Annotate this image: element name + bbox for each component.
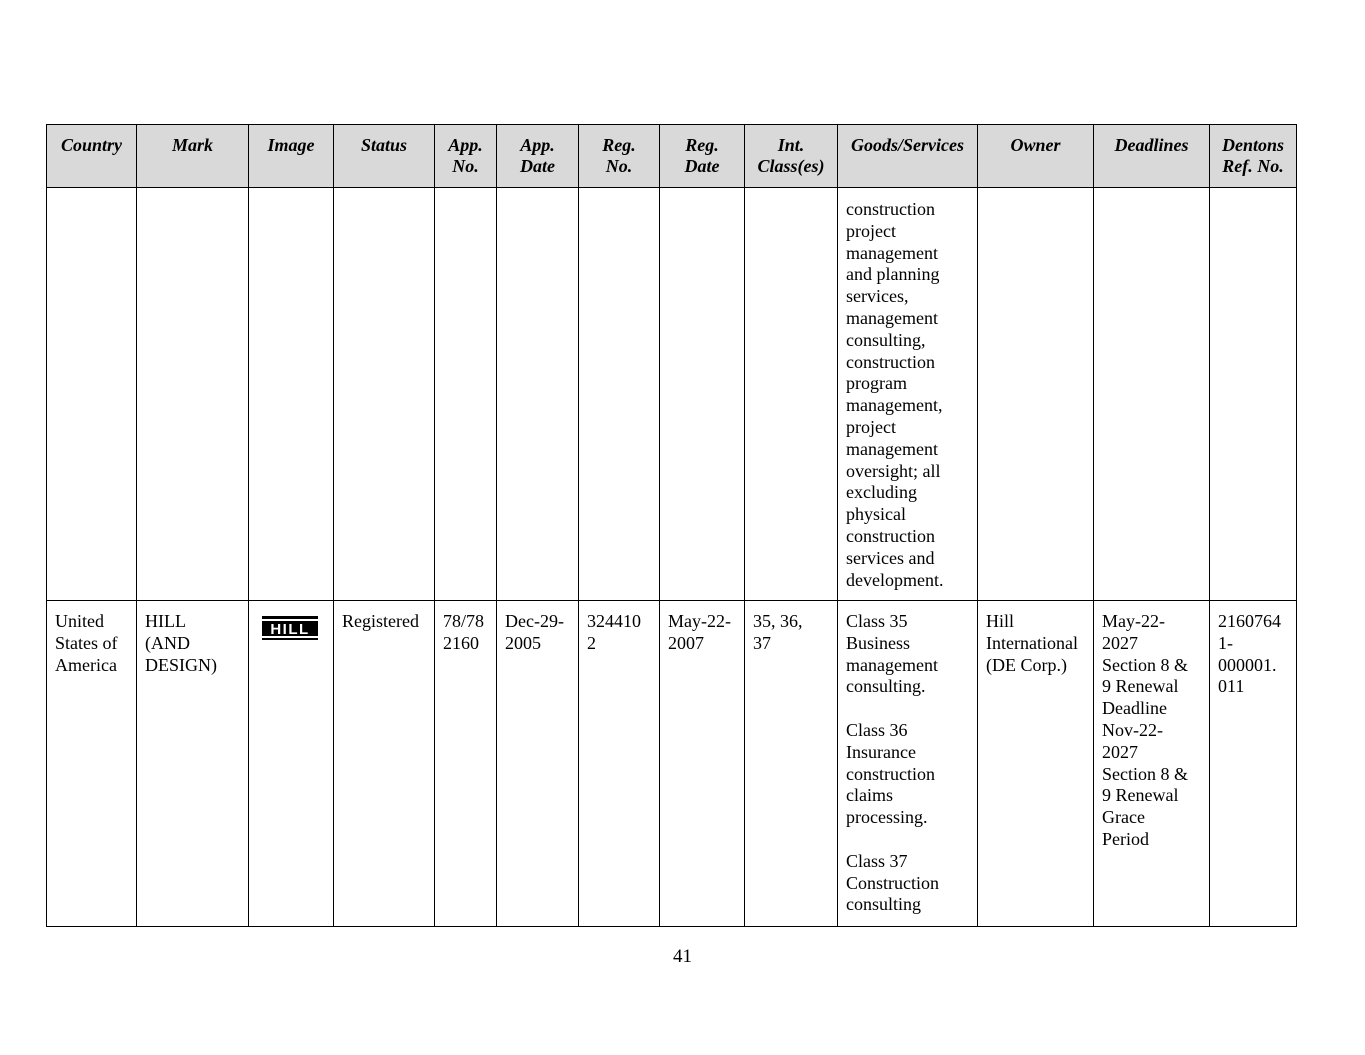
table-row-continued <box>47 188 1297 601</box>
header-reg-date: Reg. Date <box>660 125 745 188</box>
cell-app-date: Dec-29- 2005 <box>497 601 579 927</box>
cell-owner: Hill International (DE Corp.) <box>978 601 1094 927</box>
table-header-row <box>47 125 1297 188</box>
header-int-classes: Int. Class(es) <box>745 125 838 188</box>
header-owner: Owner <box>978 125 1094 188</box>
cell-reg-no: 324410 2 <box>579 601 660 927</box>
header-goods-services: Goods/Services <box>838 125 978 188</box>
cell-int-classes <box>745 188 838 601</box>
cell-image <box>249 188 334 601</box>
cell-reg-no <box>579 188 660 601</box>
page-number: 41 <box>673 946 692 967</box>
hill-logo-image <box>257 611 325 648</box>
header-app-no: App. No. <box>435 125 497 188</box>
cell-deadlines <box>1094 188 1210 601</box>
cell-app-no <box>435 188 497 601</box>
cell-ref-no <box>1210 188 1297 601</box>
cell-app-no: 78/78 2160 <box>435 601 497 927</box>
svg-text:HILL: HILL <box>270 621 310 638</box>
cell-deadlines: May-22- 2027 Section 8 & 9 Renewal Deadline Nov-22- 2027 Section 8 & 9 Renewal Grace Period <box>1094 601 1210 927</box>
cell-mark <box>137 188 249 601</box>
cell-status: Registered <box>334 601 435 927</box>
header-mark: Mark <box>137 125 249 188</box>
cell-goods-services: construction project management and planning services, management consulting, construction program management, project management oversight; all excluding physical construction services and development. <box>838 188 978 601</box>
cell-owner <box>978 188 1094 601</box>
header-deadlines: Deadlines <box>1094 125 1210 188</box>
cell-image <box>249 601 334 927</box>
hill-logo-icon <box>262 616 318 642</box>
header-app-date: App. Date <box>497 125 579 188</box>
cell-country: United States of America <box>47 601 137 927</box>
header-country: Country <box>47 125 137 188</box>
cell-status <box>334 188 435 601</box>
cell-country <box>47 188 137 601</box>
header-status: Status <box>334 125 435 188</box>
header-image: Image <box>249 125 334 188</box>
header-dentons-ref-no: Dentons Ref. No. <box>1210 125 1297 188</box>
cell-app-date <box>497 188 579 601</box>
header-reg-no: Reg. No. <box>579 125 660 188</box>
cell-int-classes: 35, 36, 37 <box>745 601 838 927</box>
cell-ref-no: 2160764 1- 000001. 011 <box>1210 601 1297 927</box>
cell-goods-services: Class 35 Business management consulting. Class 36 Insurance construction claims processing. Class 37 Construction consulting <box>838 601 978 927</box>
cell-reg-date: May-22- 2007 <box>660 601 745 927</box>
table-row <box>47 601 1297 927</box>
trademark-table <box>46 124 1297 927</box>
cell-reg-date <box>660 188 745 601</box>
cell-mark: HILL (AND DESIGN) <box>137 601 249 927</box>
